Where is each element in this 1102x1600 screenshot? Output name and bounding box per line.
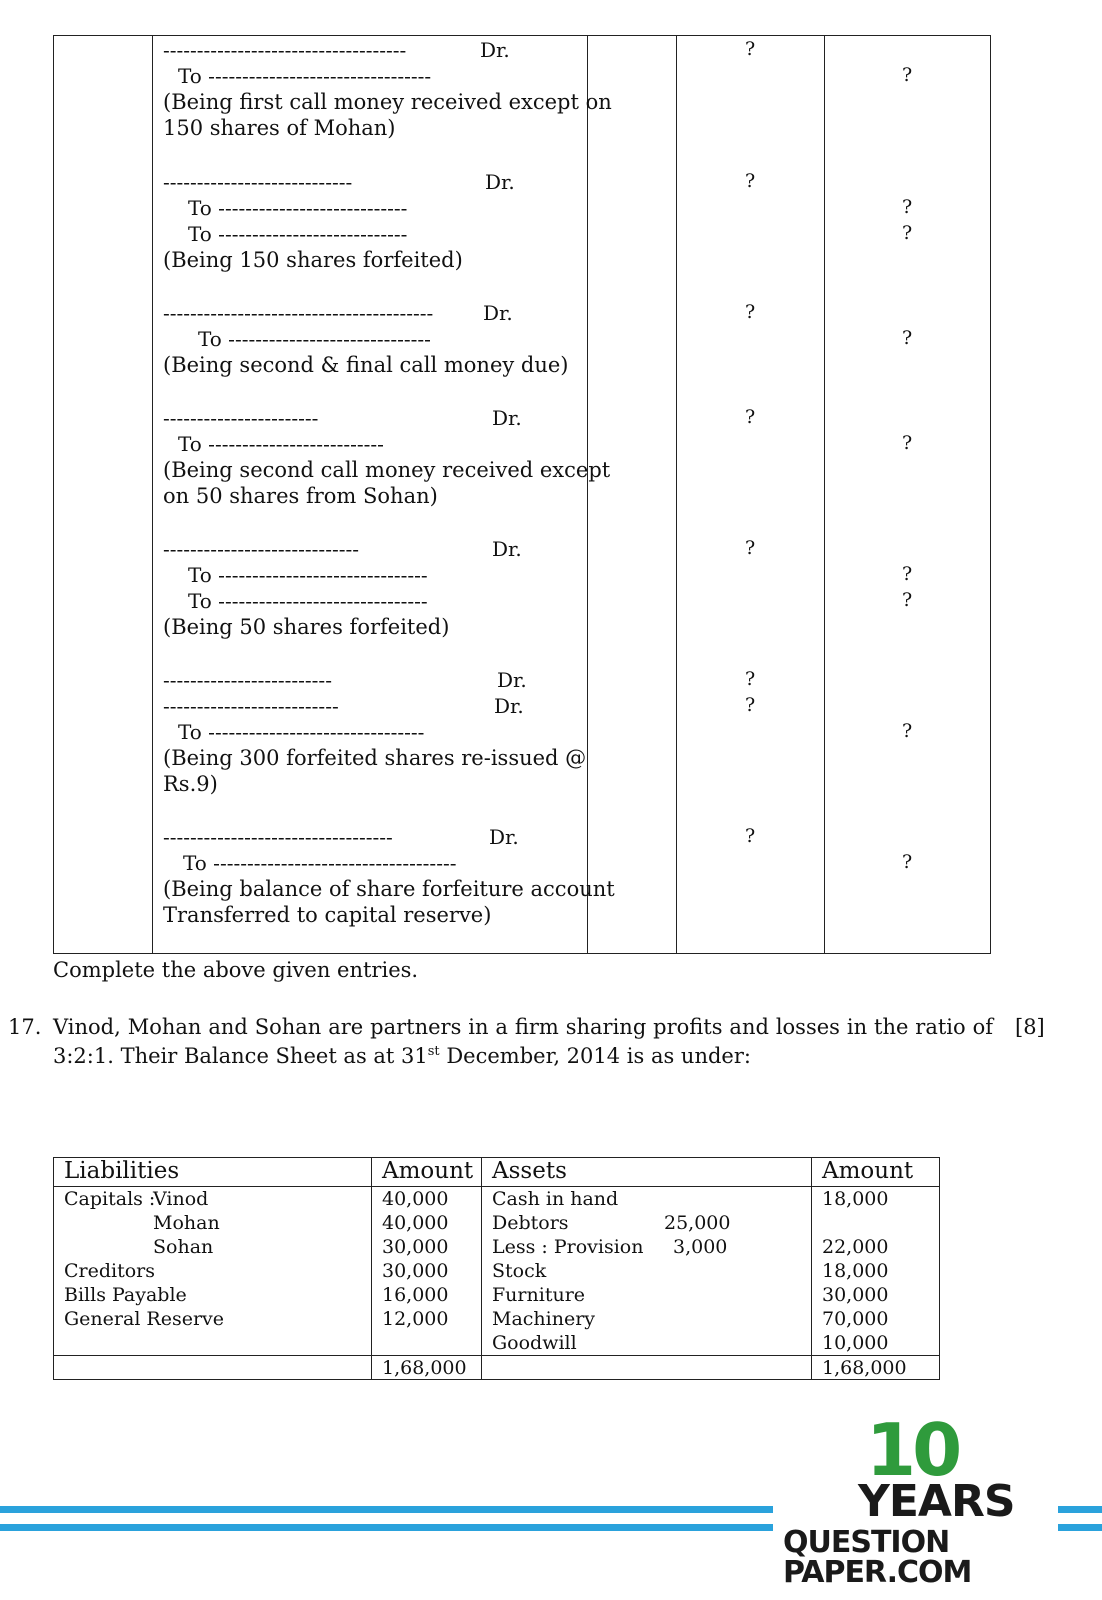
credit-amount: ?	[902, 563, 913, 585]
entry-debit-account: --------------------------	[163, 694, 339, 718]
credit-amount: ?	[902, 720, 913, 742]
question-number: 17.	[8, 1015, 42, 1039]
asset-label: Cash in hand	[492, 1188, 619, 1210]
logo-stripe	[1058, 1506, 1102, 1513]
instruction-text: Complete the above given entries.	[53, 958, 419, 982]
dr-label: Dr.	[497, 668, 527, 692]
liability-amount: 12,000	[382, 1308, 449, 1330]
liability-label: Bills Payable	[64, 1284, 187, 1306]
asset-inner-amount: 25,000	[664, 1212, 731, 1234]
logo-years: YEARS	[858, 1476, 1015, 1527]
credit-amount: ?	[902, 64, 913, 86]
asset-amount: 22,000	[822, 1236, 889, 1258]
debit-amount: ?	[745, 406, 756, 428]
asset-label: Stock	[492, 1260, 547, 1282]
bs-col-divider	[481, 1158, 482, 1379]
entry-credit-account: To ------------------------------	[198, 327, 431, 351]
liability-amount: 40,000	[382, 1188, 449, 1210]
entry-credit-account: To -------------------------------	[188, 589, 428, 613]
partner-name: Mohan	[153, 1212, 220, 1234]
bs-col-divider	[811, 1158, 812, 1379]
entry-narration: (Being 150 shares forfeited)	[163, 248, 463, 272]
dr-label: Dr.	[485, 170, 515, 194]
entry-narration: (Being first call money received except on	[163, 90, 612, 114]
liability-amount: 30,000	[382, 1260, 449, 1282]
entry-debit-account: -----------------------	[163, 406, 319, 430]
entry-debit-account: ----------------------------------------	[163, 301, 434, 325]
bs-header-assets: Assets	[492, 1158, 567, 1184]
asset-label: Less : Provision	[492, 1236, 644, 1258]
entry-narration: (Being balance of share forfeiture account	[163, 877, 615, 901]
marks-label: [8]	[1015, 1015, 1045, 1039]
dr-label: Dr.	[480, 38, 510, 62]
debit-amount: ?	[745, 301, 756, 323]
asset-amount: 18,000	[822, 1260, 889, 1282]
bs-header-divider	[54, 1186, 939, 1187]
bs-total-divider	[54, 1355, 939, 1356]
bs-header-liabilities: Liabilities	[64, 1158, 180, 1184]
credit-amount: ?	[902, 222, 913, 244]
liability-label: General Reserve	[64, 1308, 225, 1330]
debit-amount: ?	[745, 825, 756, 847]
journal-col-divider	[152, 36, 153, 953]
journal-col-divider	[587, 36, 588, 953]
debit-amount: ?	[745, 694, 756, 716]
logo-stripe	[0, 1506, 773, 1513]
debit-amount: ?	[745, 170, 756, 192]
dr-label: Dr.	[494, 694, 524, 718]
entry-narration: Rs.9)	[163, 772, 218, 796]
bs-col-divider	[371, 1158, 372, 1379]
journal-col-divider	[676, 36, 677, 953]
entry-narration: 150 shares of Mohan)	[163, 116, 396, 140]
entry-debit-account: ----------------------------------	[163, 825, 393, 849]
dr-label: Dr.	[489, 825, 519, 849]
logo-stripe	[0, 1524, 773, 1531]
bs-header-amount: Amount	[822, 1158, 914, 1184]
dr-label: Dr.	[492, 406, 522, 430]
credit-amount: ?	[902, 589, 913, 611]
credit-amount: ?	[902, 851, 913, 873]
logo-ten: 10	[866, 1408, 959, 1492]
asset-amount: 18,000	[822, 1188, 889, 1210]
debit-amount: ?	[745, 38, 756, 60]
entry-debit-account: -----------------------------	[163, 537, 359, 561]
logo-site-name: QUESTION PAPER.COM	[783, 1525, 972, 1590]
entry-debit-account: ------------------------------------	[163, 38, 407, 62]
entry-credit-account: To -------------------------------	[188, 563, 428, 587]
journal-col-divider	[824, 36, 825, 953]
partner-name: Vinod	[153, 1188, 209, 1210]
question-text-line1: Vinod, Mohan and Sohan are partners in a firm sharing profits and losses in the ratio of	[53, 1015, 993, 1039]
entry-narration: (Being second & final call money due)	[163, 353, 569, 377]
liabilities-total: 1,68,000	[382, 1357, 467, 1379]
entry-narration: (Being 50 shares forfeited)	[163, 615, 450, 639]
debit-amount: ?	[745, 537, 756, 559]
entry-narration: (Being 300 forfeited shares re-issued @	[163, 746, 587, 770]
credit-amount: ?	[902, 196, 913, 218]
asset-label: Goodwill	[492, 1332, 577, 1354]
assets-total: 1,68,000	[822, 1357, 907, 1379]
entry-narration: on 50 shares from Sohan)	[163, 484, 438, 508]
entry-credit-account: To ----------------------------	[188, 222, 408, 246]
liability-amount: 30,000	[382, 1236, 449, 1258]
liability-amount: 16,000	[382, 1284, 449, 1306]
asset-amount: 10,000	[822, 1332, 889, 1354]
entry-credit-account: To ------------------------------------	[183, 851, 457, 875]
question-text-line2: 3:2:1. Their Balance Sheet as at 31st December, 2014 is as under:	[53, 1044, 751, 1068]
liability-amount: 40,000	[382, 1212, 449, 1234]
entry-narration: (Being second call money received except	[163, 458, 611, 482]
credit-amount: ?	[902, 327, 913, 349]
asset-inner-amount: 3,000	[673, 1236, 728, 1258]
credit-amount: ?	[902, 432, 913, 454]
entry-credit-account: To --------------------------------	[178, 720, 425, 744]
entry-credit-account: To ----------------------------	[188, 196, 408, 220]
asset-amount: 70,000	[822, 1308, 889, 1330]
dr-label: Dr.	[492, 537, 522, 561]
entry-debit-account: -------------------------	[163, 668, 332, 692]
entry-narration: Transferred to capital reserve)	[163, 903, 492, 927]
asset-label: Machinery	[492, 1308, 596, 1330]
liability-label: Creditors	[64, 1260, 156, 1282]
bs-header-amount: Amount	[382, 1158, 474, 1184]
liability-label: Capitals :	[64, 1188, 156, 1210]
asset-amount: 30,000	[822, 1284, 889, 1306]
asset-label: Furniture	[492, 1284, 586, 1306]
asset-label: Debtors	[492, 1212, 569, 1234]
dr-label: Dr.	[483, 301, 513, 325]
entry-debit-account: ----------------------------	[163, 170, 353, 194]
entry-credit-account: To ---------------------------------	[178, 64, 432, 88]
partner-name: Sohan	[153, 1236, 214, 1258]
entry-credit-account: To --------------------------	[178, 432, 384, 456]
debit-amount: ?	[745, 668, 756, 690]
